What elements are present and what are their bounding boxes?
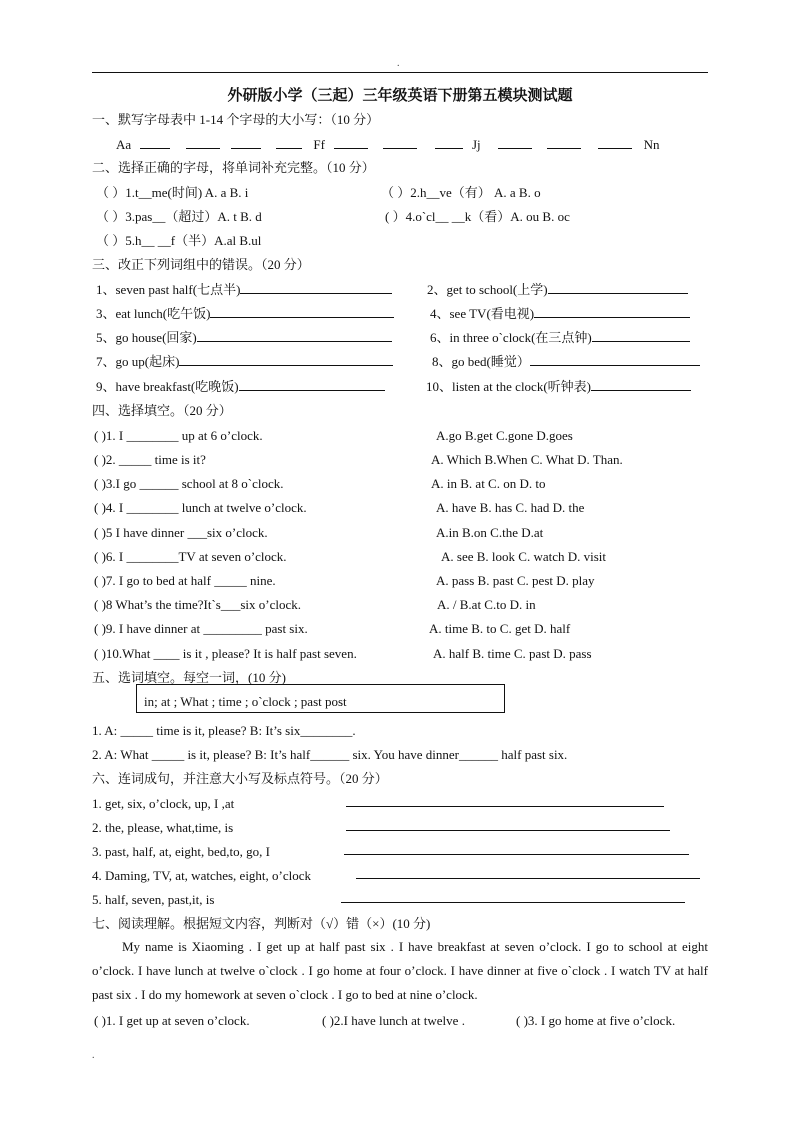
s4-question-5: ( )5 I have dinner ___six o’clock.	[94, 525, 268, 540]
blank[interactable]	[383, 136, 417, 149]
s4-question-2: ( )2. _____ time is it?	[94, 452, 206, 467]
s4-options-9: A. time B. to C. get D. half	[429, 621, 571, 636]
s5-line-1: 1. A: _____ time is it, please? B: It’s six________.	[92, 723, 356, 738]
s7-q1: ( )1. I get up at seven o’clock.	[94, 1013, 250, 1028]
s3-item-4: 4、see TV(看电视)	[430, 305, 690, 323]
blank[interactable]	[334, 136, 368, 149]
s6-item-5: 5. half, seven, past,it, is	[92, 892, 215, 907]
s4-options-4: A. have B. has C. had D. the	[436, 500, 585, 515]
s3-item-10: 10、listen at the clock(听钟表)	[426, 378, 691, 396]
s6-item-2: 2. the, please, what,time, is	[92, 820, 234, 835]
s4-question-6: ( )6. I ________TV at seven o’clock.	[94, 549, 287, 564]
blank[interactable]	[276, 136, 302, 149]
s3-item-7: 7、go up(起床)	[96, 353, 393, 371]
answer-line[interactable]	[346, 818, 670, 831]
s4-options-7: A. pass B. past C. pest D. play	[436, 573, 595, 588]
s6-item-1: 1. get, six, o’clock, up, I ,at	[92, 796, 235, 811]
section-7-heading: 七、阅读理解。根据短文内容，判断对（√）错（×）(10 分)	[92, 916, 431, 931]
s4-options-6: A. see B. look C. watch D. visit	[441, 549, 607, 564]
s4-options-10: A. half B. time C. past D. pass	[433, 646, 592, 661]
answer-blank[interactable]	[197, 329, 392, 342]
s2-q1: （ ）1.t__me(时间) A. a B. i	[96, 185, 249, 200]
s3-item-6: 6、in three o`clock(在三点钟)	[430, 329, 690, 347]
s4-options-8: A. / B.at C.to D. in	[437, 597, 536, 612]
s3-item-5: 5、go house(回家)	[96, 329, 392, 347]
s7-q2: ( )2.I have lunch at twelve .	[322, 1013, 465, 1028]
s7-q3: ( )3. I go home at five o’clock.	[516, 1013, 676, 1028]
s2-q4: ( ）4.o`cl__ __k（看）A. ou B. oc	[385, 209, 570, 224]
answer-blank[interactable]	[179, 353, 393, 366]
s3-item-9: 9、have breakfast(吃晚饭)	[96, 378, 385, 396]
answer-blank[interactable]	[534, 305, 690, 318]
page-title: 外研版小学（三起）三年级英语下册第五模块测试题	[227, 88, 573, 104]
blank[interactable]	[231, 136, 261, 149]
s4-options-3: A. in B. at C. on D. to	[431, 476, 546, 491]
s2-q3: （ ）3.pas__（超过）A. t B. d	[96, 209, 262, 224]
reading-passage: My name is Xiaoming . I get up at half past six . I have breakfast at seven o’clock. I go to school at eight o’clock. I have lunch at twelve o`clock . I go home at four o’clock. I have dinner at five o`clock . I watch TV at half past six . I do my homework at seven o`clock . I go to bed at nine o’clock.	[92, 939, 708, 1002]
answer-blank[interactable]	[592, 329, 690, 342]
section-6-heading: 六、连词成句，并注意大小写及标点符号。（20 分）	[92, 771, 388, 786]
blank[interactable]	[186, 136, 220, 149]
letter-aa: Aa	[116, 137, 132, 152]
header-dot: .	[397, 58, 400, 69]
s4-options-1: A.go B.get C.gone D.goes	[436, 428, 573, 443]
s3-item-3: 3、eat lunch(吃午饭)	[96, 305, 394, 323]
s4-options-5: A.in B.on C.the D.at	[436, 525, 544, 540]
s4-question-7: ( )7. I go to bed at half _____ nine.	[94, 573, 276, 588]
answer-blank[interactable]	[240, 281, 392, 294]
s2-q5: （ ）5.h__ __f（半）A.al B.ul	[96, 233, 262, 248]
footer-dot: .	[92, 1050, 95, 1061]
letter-nn: Nn	[643, 137, 660, 152]
section-3-heading: 三、改正下列词组中的错误。（20 分）	[92, 257, 310, 272]
s4-question-9: ( )9. I have dinner at _________ past six.	[94, 621, 308, 636]
letter-jj: Jj	[471, 137, 481, 152]
answer-blank[interactable]	[239, 378, 385, 391]
s4-question-10: ( )10.What ____ is it , please? It is half past seven.	[94, 646, 357, 661]
header-rule	[92, 72, 708, 73]
answer-line[interactable]	[344, 842, 689, 855]
answer-line[interactable]	[356, 866, 700, 879]
s4-options-2: A. Which B.When C. What D. Than.	[431, 452, 623, 467]
s4-question-3: ( )3.I go ______ school at 8 o`clock.	[94, 476, 284, 491]
blank[interactable]	[498, 136, 532, 149]
word-bank: in; at ; What ; time ; o`clock ; past post	[144, 694, 347, 709]
answer-line[interactable]	[346, 794, 664, 807]
answer-blank[interactable]	[210, 305, 394, 318]
blank[interactable]	[598, 136, 632, 149]
s6-item-3: 3. past, half, at, eight, bed,to, go, I	[92, 844, 270, 859]
answer-line[interactable]	[341, 890, 685, 903]
s3-item-8: 8、go bed(睡觉）	[432, 353, 700, 371]
answer-blank[interactable]	[591, 378, 691, 391]
section-4-heading: 四、选择填空。（20 分）	[92, 403, 232, 418]
s5-line-2: 2. A: What _____ is it, please? B: It’s half______ six. You have dinner______ half past six.	[92, 747, 568, 762]
blank[interactable]	[140, 136, 170, 149]
section-2-heading: 二、选择正确的字母，将单词补充完整。（10 分）	[92, 160, 375, 175]
section-1-letters	[116, 136, 660, 154]
blank[interactable]	[435, 136, 463, 149]
s3-item-1: 1、seven past half(七点半)	[96, 281, 392, 299]
section-1-heading: 一、默写字母表中 1-14 个字母的大小写：（10 分）	[92, 112, 380, 127]
letter-ff: Ff	[313, 137, 325, 152]
blank[interactable]	[547, 136, 581, 149]
answer-blank[interactable]	[548, 281, 688, 294]
section-5-heading: 五、选词填空。每空一词，(10 分)	[92, 670, 286, 685]
s4-question-4: ( )4. I ________ lunch at twelve o’clock.	[94, 500, 307, 515]
s4-question-8: ( )8 What’s the time?It`s___six o’clock.	[94, 597, 301, 612]
s4-question-1: ( )1. I ________ up at 6 o’clock.	[94, 428, 263, 443]
s6-item-4: 4. Daming, TV, at, watches, eight, o’clock	[92, 868, 312, 883]
s3-item-2: 2、get to school(上学)	[427, 281, 688, 299]
answer-blank[interactable]	[530, 353, 700, 366]
s2-q2: （ ）2.h__ve（有） A. a B. o	[381, 185, 541, 200]
